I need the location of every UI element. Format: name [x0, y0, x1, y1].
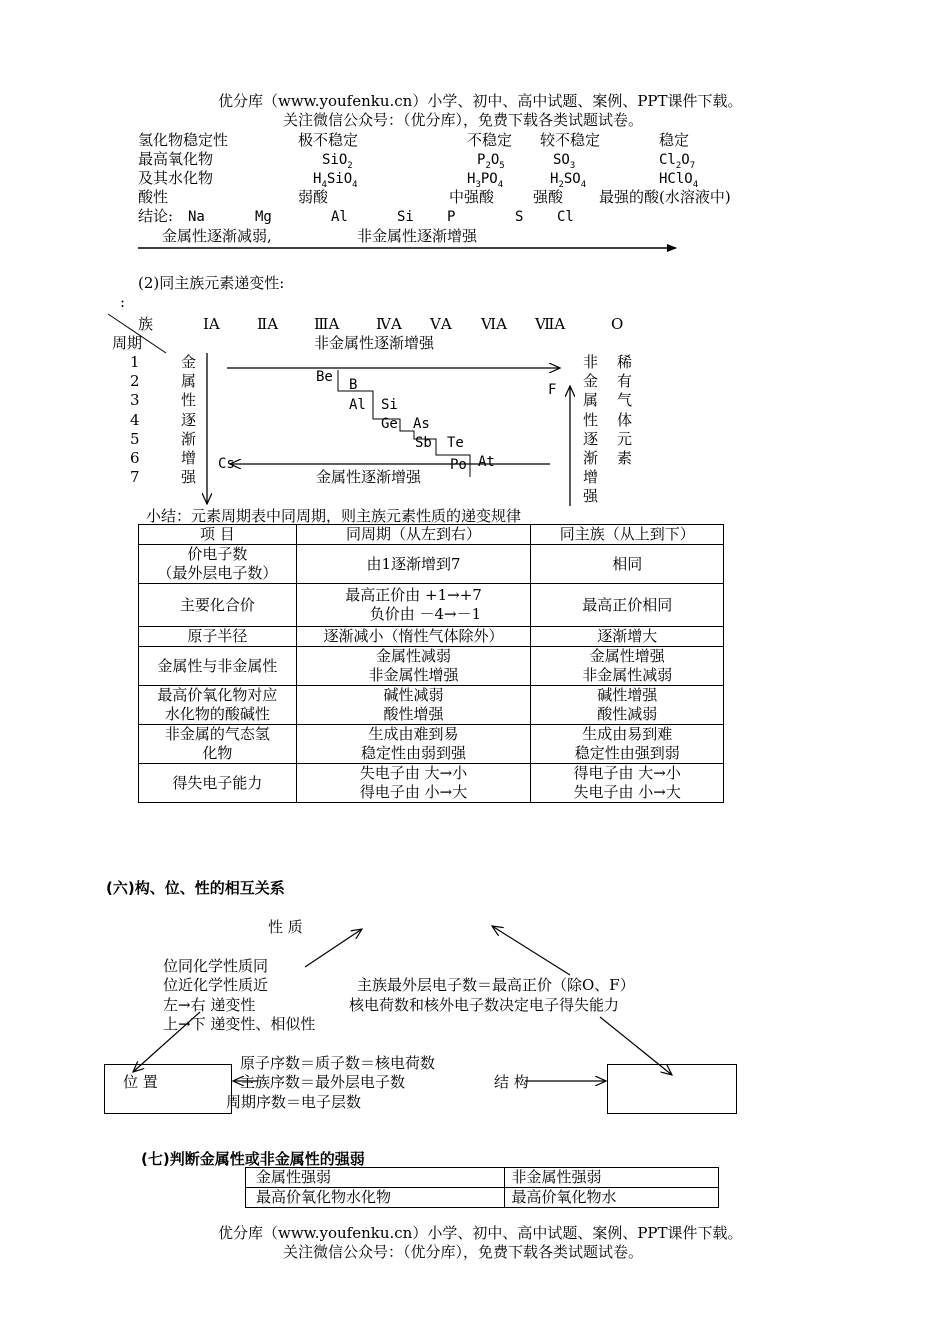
group-2a: ⅡA	[257, 315, 279, 333]
row-electron-period: 失电子由 大→小 得电子由 小→大	[296, 764, 531, 803]
left-line-3: 上→下 递变性、相似性	[163, 1015, 316, 1033]
summary-header-row	[139, 525, 724, 545]
period-1: 1	[130, 353, 140, 371]
structure-box	[607, 1064, 737, 1114]
group-0: O	[611, 315, 624, 333]
element-al: Al	[331, 209, 348, 225]
row-radius-group: 逐渐增大	[531, 627, 724, 647]
row-hydride-label: 非金属的气态氢 化物	[139, 725, 297, 764]
header-group: 同主族（从上到下）	[531, 525, 724, 545]
left-vert-3: 逐	[181, 411, 197, 429]
hydrate-label: 及其水化物	[138, 169, 214, 187]
period-6: 6	[130, 449, 140, 467]
summary-table	[138, 524, 724, 803]
right-line-0: 主族最外层电子数＝最高正价（除O、F）	[357, 976, 635, 994]
period-4: 4	[130, 411, 140, 429]
group-3a: ⅢA	[314, 315, 340, 333]
stair-be: Be	[316, 369, 333, 385]
left-vert-5: 增	[181, 449, 197, 467]
stair-sb: Sb	[415, 435, 432, 451]
noble-vert-0: 稀	[617, 353, 633, 371]
right-vert-5: 渐	[583, 449, 599, 467]
element-si: Si	[397, 209, 414, 225]
right-vert-0: 非	[583, 353, 599, 371]
mid-line-1: 主族序数＝最外层电子数	[240, 1073, 406, 1091]
zu-label: 族	[138, 315, 154, 333]
formula-hclo4: HClO$_4$	[659, 171, 699, 190]
table-row	[139, 647, 724, 686]
row-valence-group: 最高正价相同	[531, 584, 724, 627]
hydride-v2: 不稳定	[467, 131, 513, 149]
row-radius-label: 原子半径	[139, 627, 297, 647]
acid-v1: 弱酸	[298, 188, 329, 206]
header-line1: 优分库（www.youfenku.cn）小学、初中、高中试题、案例、PPT课件下载。	[218, 92, 743, 110]
element-f: F	[548, 382, 557, 398]
period-3: 3	[130, 391, 140, 409]
right-vert-4: 逐	[583, 430, 599, 448]
formula-p2o5: $P_2O_5$	[477, 152, 505, 171]
element-p: P	[447, 209, 456, 225]
row-electron-label: 得失电子能力	[139, 764, 297, 803]
nonmetal-increase-text: 非金属性逐渐增强	[314, 334, 435, 352]
element-s: S	[515, 209, 524, 225]
row-hydride-period: 生成由难到易 稳定性由弱到强	[296, 725, 531, 764]
row-radius-period: 逐渐减小（惰性气体除外）	[296, 627, 531, 647]
acid-v2: 中强酸	[449, 188, 495, 206]
header-period: 同周期（从左到右）	[296, 525, 531, 545]
stair-al: Al	[349, 397, 366, 413]
group-6a: ⅥA	[481, 315, 507, 333]
formula-h4sio4: $H_4SiO_4$	[313, 171, 358, 190]
zhouqi-label: 周期	[112, 334, 143, 352]
acid-v3: 强酸	[533, 188, 564, 206]
formula-h3po4: $H_3PO_4$	[467, 171, 504, 190]
relation-title: (六)构、位、性的相互关系	[106, 879, 285, 897]
stair-po: Po	[450, 457, 467, 473]
oxide-label: 最高氧化物	[138, 150, 214, 168]
element-mg: Mg	[255, 209, 272, 225]
formula-cl2o7: $Cl_2O_7$	[659, 152, 696, 171]
row-acidity-period: 碱性减弱 酸性增强	[296, 686, 531, 725]
acid-v4: 最强的酸(水溶液中)	[599, 188, 731, 206]
hydride-v1: 极不稳定	[298, 131, 359, 149]
stair-b: B	[349, 377, 358, 393]
acid-label: 酸性	[138, 188, 169, 206]
right-vert-3: 性	[583, 411, 599, 429]
right-vert-7: 强	[583, 487, 599, 505]
group-1a: ⅠA	[203, 315, 220, 333]
period-5: 5	[130, 430, 140, 448]
right-line-1: 核电荷数和核外电子数决定电子得失能力	[349, 996, 620, 1014]
table-row	[139, 584, 724, 627]
row-valence-period: 最高正价由 +1→+7 负价由 －4→－1	[296, 584, 531, 627]
group-4a: ⅣA	[376, 315, 402, 333]
summary-caption: 小结：元素周期表中同周期，则主族元素性质的递变规律	[146, 507, 522, 525]
stair-te: Te	[447, 435, 464, 451]
arrow-to-property-left	[305, 929, 362, 967]
table-row	[139, 686, 724, 725]
left-vert-0: 金	[181, 353, 197, 371]
property-label: 性 质	[268, 918, 303, 936]
right-vert-6: 增	[583, 468, 599, 486]
stair-si: Si	[381, 397, 398, 413]
element-na: Na	[188, 209, 205, 225]
metal-increase-text: 金属性逐渐增强	[316, 468, 422, 486]
position-label: 位 置	[123, 1073, 158, 1091]
noble-vert-2: 气	[617, 391, 633, 409]
right-vert-1: 金	[583, 372, 599, 390]
trend-metal: 金属性逐渐减弱,	[162, 227, 272, 245]
left-vert-2: 性	[181, 391, 197, 409]
judge-title: (七)判断金属性或非金属性的强弱	[141, 1150, 365, 1168]
row-hydride-group: 生成由易到难 稳定性由强到弱	[531, 725, 724, 764]
row-metallic-label: 金属性与非金属性	[139, 647, 297, 686]
hydride-v4: 稳定	[659, 131, 690, 149]
mid-line-2: 周期序数＝电子层数	[226, 1093, 362, 1111]
stair-at: At	[478, 454, 495, 470]
left-line-1: 位近化学性质近	[163, 976, 269, 994]
element-cs: Cs	[218, 456, 235, 472]
header-line2: 关注微信公众号：（优分库），免费下载各类试题试卷。	[283, 111, 644, 129]
right-vert-2: 属	[583, 391, 599, 409]
left-vert-6: 强	[181, 468, 197, 486]
left-line-0: 位同化学性质同	[163, 957, 269, 975]
structure-label: 结 构	[494, 1073, 529, 1091]
element-cl: Cl	[557, 209, 574, 225]
period-2: 2	[130, 372, 140, 390]
table-row	[139, 545, 724, 584]
footer-line2: 关注微信公众号：（优分库），免费下载各类试题试卷。	[283, 1243, 644, 1261]
noble-vert-1: 有	[617, 372, 633, 390]
hydride-v3: 较不稳定	[540, 131, 601, 149]
trend-nonmetal: 非金属性逐渐增强	[357, 227, 478, 245]
position-box	[104, 1064, 232, 1114]
header-item: 项 目	[139, 525, 297, 545]
footer-line1: 优分库（www.youfenku.cn）小学、初中、高中试题、案例、PPT课件下载。	[218, 1224, 743, 1242]
judge-nonmetal-row1: 最高价氧化物水	[505, 1188, 719, 1208]
colon: :	[120, 293, 126, 311]
noble-vert-5: 素	[617, 449, 633, 467]
left-line-2: 左→右 递变性	[163, 996, 256, 1014]
table-row	[139, 725, 724, 764]
formula-so3: $SO_3$	[553, 152, 576, 171]
row-metallic-period: 金属性减弱 非金属性增强	[296, 647, 531, 686]
left-vert-1: 属	[181, 372, 197, 390]
group-5a: ⅤA	[430, 315, 452, 333]
period-7: 7	[130, 468, 140, 486]
table-row	[246, 1188, 719, 1208]
hydride-label: 氢化物稳定性	[138, 131, 229, 149]
table-row	[139, 627, 724, 647]
row-acidity-label: 最高价氧化物对应 水化物的酸碱性	[139, 686, 297, 725]
judge-metal-row1: 最高价氧化物水化物	[246, 1188, 505, 1208]
table-row	[246, 1168, 719, 1188]
judge-table	[245, 1167, 719, 1208]
row-valence-electrons-label: 价电子数 （最外层电子数）	[139, 545, 297, 584]
formula-sio2: SiO$_2$	[322, 152, 353, 171]
table-row	[139, 764, 724, 803]
mid-line-0: 原子序数＝质子数＝核电荷数	[240, 1054, 436, 1072]
row-metallic-group: 金属性增强 非金属性减弱	[531, 647, 724, 686]
stair-as: As	[413, 416, 430, 432]
stair-ge: Ge	[381, 416, 398, 432]
left-vert-4: 渐	[181, 430, 197, 448]
judge-metal-header: 金属性强弱	[246, 1168, 505, 1188]
row-valence-electrons-group: 相同	[531, 545, 724, 584]
group-7a: ⅦA	[535, 315, 566, 333]
noble-vert-4: 元	[617, 430, 633, 448]
judge-nonmetal-header: 非金属性强弱	[505, 1168, 719, 1188]
row-acidity-group: 碱性增强 酸性减弱	[531, 686, 724, 725]
row-valence-electrons-period: 由1逐渐增到7	[296, 545, 531, 584]
noble-vert-3: 体	[617, 411, 633, 429]
formula-h2so4: $H_2SO_4$	[550, 171, 587, 190]
row-electron-group: 得电子由 大→小 失电子由 小→大	[531, 764, 724, 803]
group-title: (2)同主族元素递变性:	[138, 274, 285, 292]
arrow-to-property-right	[492, 926, 570, 975]
conclusion-label: 结论:	[138, 207, 174, 225]
row-valence-label: 主要化合价	[139, 584, 297, 627]
